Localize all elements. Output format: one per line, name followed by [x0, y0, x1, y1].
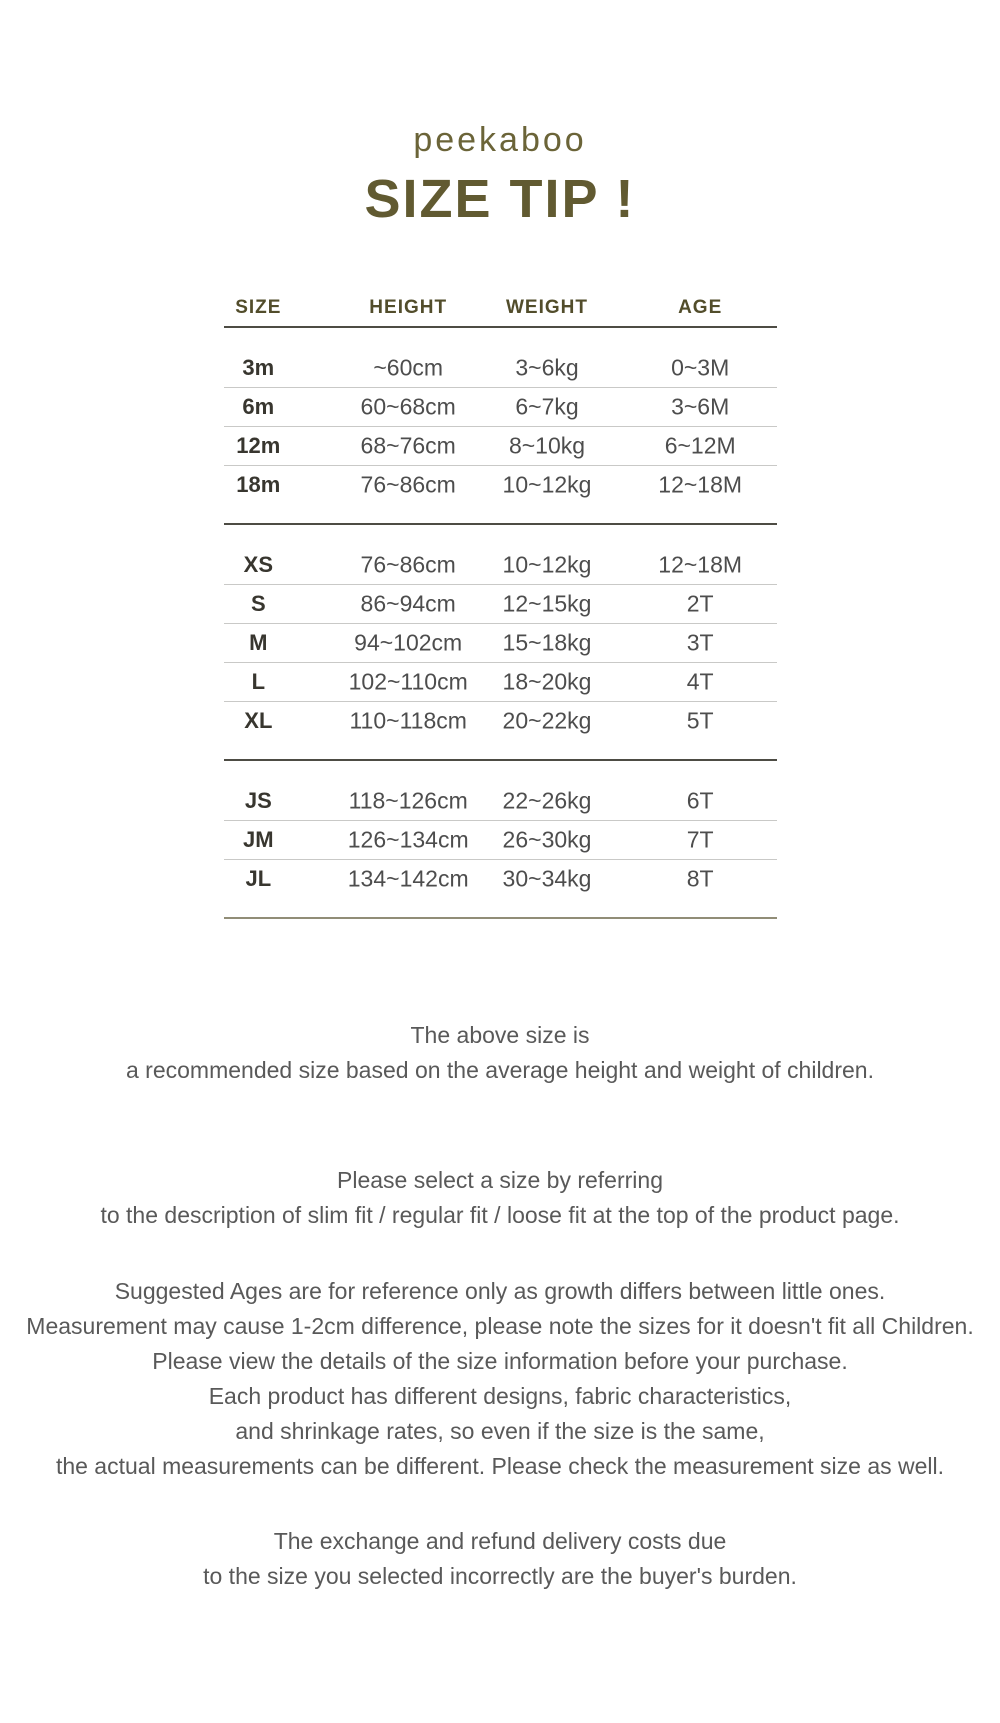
cell-weight: 10~12kg	[502, 471, 592, 498]
cell-age: 3~6M	[671, 393, 730, 420]
cell-weight: 22~26kg	[502, 787, 592, 814]
cell-age: 12~18M	[658, 551, 743, 578]
notes-section	[0, 1018, 1000, 1594]
table-row	[224, 427, 777, 466]
cell-height: 110~118cm	[349, 707, 467, 734]
cell-height: 76~86cm	[360, 551, 456, 578]
cell-weight: 6~7kg	[515, 393, 579, 420]
table-row	[224, 585, 777, 624]
cell-height: 60~68cm	[360, 393, 456, 420]
cell-height: 94~102cm	[354, 629, 463, 656]
cell-size: JL	[245, 866, 272, 891]
brand-logo: peekaboo	[413, 121, 587, 159]
table-row	[224, 546, 777, 585]
size-table	[224, 290, 777, 919]
note-paragraph	[0, 1018, 1000, 1088]
cell-size: XS	[243, 552, 274, 577]
note-line: to the size you selected incorrectly are the buyer's burden.	[203, 1563, 797, 1589]
header-age: AGE	[678, 297, 723, 318]
cell-age: 7T	[686, 826, 714, 853]
cell-height: 118~126cm	[348, 787, 468, 814]
cell-weight: 3~6kg	[515, 354, 579, 381]
note-paragraph	[0, 1524, 1000, 1594]
cell-age: 5T	[686, 707, 714, 734]
cell-weight: 26~30kg	[502, 826, 592, 853]
table-row	[224, 782, 777, 821]
cell-size: JS	[244, 788, 272, 813]
header-weight: WEIGHT	[506, 297, 588, 318]
table-row	[224, 821, 777, 860]
cell-weight: 18~20kg	[502, 668, 592, 695]
cell-height: ~60cm	[373, 354, 444, 381]
note-paragraph	[0, 1163, 1000, 1233]
cell-height: 134~142cm	[347, 865, 469, 892]
size-group	[224, 761, 777, 919]
note-line: Please select a size by referring	[337, 1167, 663, 1193]
cell-size: JM	[243, 827, 274, 852]
table-row	[224, 860, 777, 898]
cell-weight: 12~15kg	[502, 590, 592, 617]
table-header-row	[224, 290, 777, 328]
cell-age: 12~18M	[658, 471, 743, 498]
cell-age: 8T	[686, 865, 714, 892]
cell-weight: 10~12kg	[502, 551, 592, 578]
cell-weight: 15~18kg	[502, 629, 592, 656]
cell-size: 18m	[236, 472, 281, 497]
size-group	[224, 328, 777, 525]
header-height: HEIGHT	[369, 297, 448, 318]
note-line: Each product has different designs, fabric characteristics,	[208, 1383, 792, 1409]
note-line: Please view the details of the size information before your purchase.	[152, 1348, 848, 1374]
table-row	[224, 702, 777, 740]
header-size: SIZE	[235, 297, 282, 318]
size-group	[224, 525, 777, 761]
table-row	[224, 624, 777, 663]
table-row	[224, 349, 777, 388]
note-line: The exchange and refund delivery costs due	[273, 1528, 727, 1554]
note-line: Suggested Ages are for reference only as growth differs between little ones.	[114, 1278, 886, 1304]
table-row	[224, 466, 777, 504]
cell-age: 0~3M	[671, 354, 730, 381]
note-line: the actual measurements can be different. Please check the measurement size as well.	[55, 1453, 945, 1479]
cell-height: 86~94cm	[360, 590, 456, 617]
cell-height: 76~86cm	[360, 471, 456, 498]
page-title: SIZE TIP !	[364, 169, 636, 229]
cell-height: 126~134cm	[347, 826, 469, 853]
cell-weight: 30~34kg	[502, 865, 592, 892]
cell-size: 6m	[242, 394, 275, 419]
cell-size: L	[251, 669, 266, 694]
note-paragraph	[0, 1274, 1000, 1484]
note-line: Measurement may cause 1-2cm difference, please note the sizes for it doesn't fit all Children.	[26, 1313, 974, 1339]
cell-height: 68~76cm	[360, 432, 456, 459]
cell-size: M	[249, 630, 268, 655]
note-line: and shrinkage rates, so even if the size is the same,	[235, 1418, 765, 1444]
note-line: a recommended size based on the average height and weight of children.	[126, 1057, 874, 1083]
cell-size: 12m	[236, 433, 281, 458]
cell-size: 3m	[242, 355, 275, 380]
page-header	[0, 0, 1000, 228]
table-body	[224, 328, 777, 919]
cell-age: 2T	[686, 590, 714, 617]
table-row	[224, 388, 777, 427]
cell-weight: 8~10kg	[508, 432, 586, 459]
cell-age: 6~12M	[664, 432, 736, 459]
cell-age: 4T	[686, 668, 714, 695]
cell-size: XL	[244, 708, 273, 733]
note-line: to the description of slim fit / regular fit / loose fit at the top of the product page.	[100, 1202, 900, 1228]
note-line: The above size is	[410, 1022, 590, 1048]
cell-age: 6T	[686, 787, 714, 814]
table-row	[224, 663, 777, 702]
cell-weight: 20~22kg	[502, 707, 592, 734]
cell-height: 102~110cm	[348, 668, 468, 695]
cell-size: S	[250, 591, 266, 616]
cell-age: 3T	[686, 629, 714, 656]
